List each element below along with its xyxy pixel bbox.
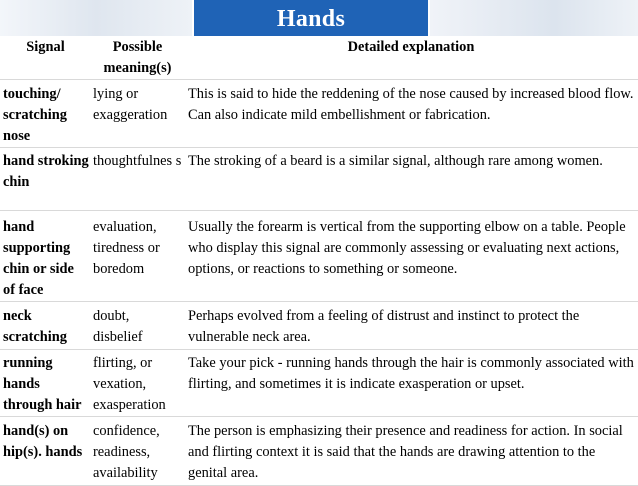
table-row — [0, 302, 638, 350]
table-row — [0, 417, 638, 486]
meaning-cell: flirting, or vexation, exasperation — [91, 350, 184, 417]
page-title: Hands — [276, 6, 346, 32]
explanation-cell: Perhaps evolved from a feeling of distrust and instinct to protect the vulnerable neck area. — [184, 302, 638, 350]
table-row — [0, 211, 638, 302]
explanation-cell: This is said to hide the reddening of the nose caused by increased blood flow. Can also indicate mild embellishment or fabrication. — [184, 80, 638, 148]
header-bar-left — [0, 0, 192, 36]
table-header-row — [0, 36, 638, 80]
meaning-cell: evaluation, tiredness or boredom — [91, 211, 184, 302]
explanation-cell: Take your pick - running hands through the hair is commonly associated with flirting, and sometimes it is indicate exasperation or upset. — [184, 350, 638, 417]
table-row — [0, 80, 638, 148]
meaning-cell: doubt, disbelief — [91, 302, 184, 350]
header-signal: Signal — [0, 36, 91, 80]
signal-cell: running hands through hair — [0, 350, 91, 417]
meaning-cell: thoughtfulnes s — [91, 148, 184, 211]
signal-cell: hand stroking chin — [0, 148, 91, 211]
signal-cell: hand supporting chin or side of face — [0, 211, 91, 302]
explanation-cell: The stroking of a beard is a similar signal, although rare among women. — [184, 148, 638, 211]
meaning-cell: confidence, readiness, availability — [91, 417, 184, 486]
signal-cell: neck scratching — [0, 302, 91, 350]
hands-signal-table — [0, 36, 638, 486]
header-meaning: Possible meaning(s) — [91, 36, 184, 80]
signal-cell: touching/ scratching nose — [0, 80, 91, 148]
table-row — [0, 148, 638, 211]
signal-cell: hand(s) on hip(s). hands — [0, 417, 91, 486]
header-explanation: Detailed explanation — [184, 36, 638, 80]
explanation-cell: Usually the forearm is vertical from the supporting elbow on a table. People who display this signal are commonly assessing or evaluating next actions, options, or reactions to something or someone. — [184, 211, 638, 302]
table-row — [0, 350, 638, 417]
explanation-cell: The person is emphasizing their presence and readiness for action. In social and flirting context it is said that the hands are drawing attention to the genital area. — [184, 417, 638, 486]
meaning-cell: lying or exaggeration — [91, 80, 184, 148]
header-bar-right — [430, 0, 638, 36]
